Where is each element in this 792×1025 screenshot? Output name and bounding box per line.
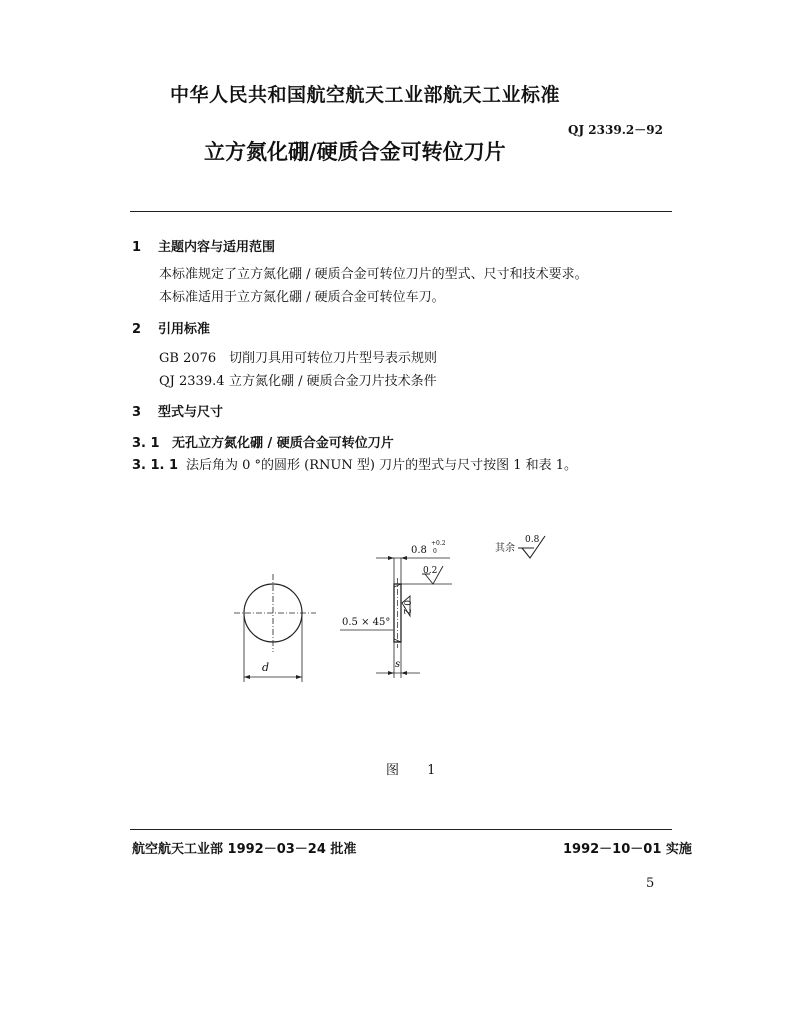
rest-roughness-value: 0.8: [525, 535, 540, 545]
issuing-organization: 中华人民共和国航空航天工业部航天工业标准: [170, 84, 561, 106]
chamfer-label: 0.5 × 45°: [342, 617, 391, 628]
document-title: 立方氮化硼/硬质合金可转位刀片: [204, 140, 506, 164]
roughness-side-value: 0.2: [401, 600, 411, 615]
section-1-title: 主题内容与适用范围: [158, 240, 276, 255]
section-3-1-1-text: 法后角为 0 °的圆形 (RNUN 型) 刀片的型式与尺寸按图 1 和表 1。: [186, 458, 578, 473]
reference-title: 切削刀具用可转位刀片型号表示规则: [229, 351, 438, 366]
section-1-paragraph-1: 本标准规定了立方氮化硼 / 硬质合金可转位刀片的型式、尺寸和技术要求。: [159, 267, 588, 282]
section-3-title: 型式与尺寸: [158, 405, 224, 420]
footer-rule: [130, 829, 672, 830]
roughness-top-value: 0.2: [423, 566, 438, 576]
implementation-date: 1992－10－01 实施: [563, 842, 692, 857]
section-2-title: 引用标准: [158, 322, 211, 337]
section-3-number: 3: [132, 405, 142, 420]
reference-code: QJ 2339.4: [159, 374, 225, 389]
page-number: 5: [646, 876, 655, 891]
section-1-paragraph-2: 本标准适用于立方氮化硼 / 硬质合金可转位车刀。: [159, 290, 445, 305]
reference-code: GB 2076: [159, 351, 217, 366]
figure-caption: 图 1: [386, 763, 448, 778]
standard-number: QJ 2339.2－92: [568, 123, 663, 137]
section-1-number: 1: [132, 240, 142, 255]
thickness-dimension: 0.8: [411, 545, 427, 556]
reference-title: 立方氮化硼 / 硬质合金刀片技术条件: [229, 374, 437, 389]
diameter-label: d: [262, 661, 270, 674]
section-3-1-1-number: 3. 1. 1: [132, 458, 179, 473]
thickness-tolerance-lower: 0: [433, 548, 437, 555]
rest-label: 其余: [495, 543, 515, 554]
approval-date: 航空航天工业部 1992－03－24 批准: [132, 842, 357, 857]
section-3-1-title: 无孔立方氮化硼 / 硬质合金可转位刀片: [172, 436, 394, 451]
thickness-label: s: [395, 659, 401, 670]
section-3-1-number: 3. 1: [132, 436, 160, 451]
section-2-number: 2: [132, 322, 142, 337]
thickness-tolerance-upper: +0.2: [431, 540, 446, 547]
